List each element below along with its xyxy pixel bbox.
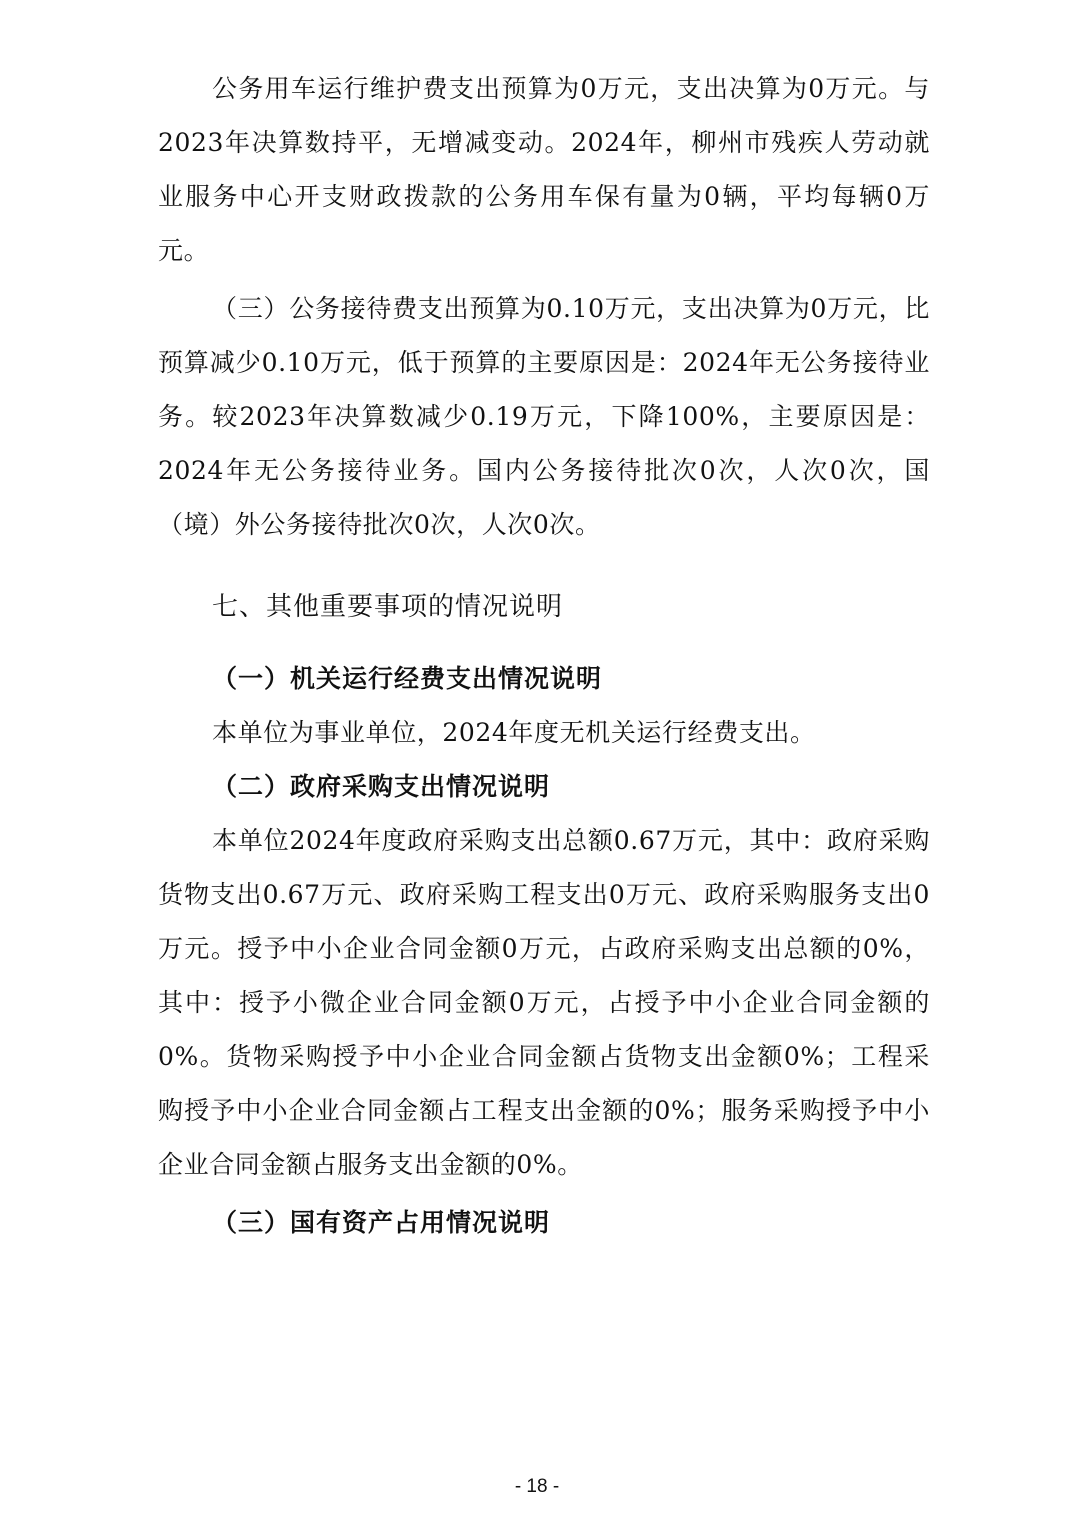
section-7-title: 七、其他重要事项的情况说明 xyxy=(212,592,564,622)
page-number: - 18 - xyxy=(514,1476,560,1497)
paragraph-reception-expense: （三）公务接待费支出预算为0.10万元，支出决算为0万元，比预算减少0.10万元，低于预算的主要原因是：2024年无公务接待业务。较2023年决算数减少0.19万元，下降100%，主要原因是：2024年无公务接待业务。国内公务接待批次0次，人次0次，国（境）外公务接待批次0次，人次0次。 xyxy=(158,294,930,539)
subsection-1-body: 本单位为事业单位，2024年度无机关运行经费支出。 xyxy=(212,718,816,747)
subsection-2-body: 本单位2024年度政府采购支出总额0.67万元，其中：政府采购货物支出0.67万元、政府采购工程支出0万元、政府采购服务支出0万元。授予中小企业合同金额0万元，占政府采购支出总额的0%，其中：授予小微企业合同金额0万元，占授予中小企业合同金额的0%。货物采购授予中小企业合同金额占货物支出金额0%；工程采购授予中小企业合同金额占工程支出金额的0%；服务采购授予中小企业合同金额占服务支出金额的0%。 xyxy=(158,826,930,1179)
subsection-3-title: （三）国有资产占用情况说明 xyxy=(212,1208,551,1237)
paragraph-vehicle-maintenance: 公务用车运行维护费支出预算为0万元，支出决算为0万元。与2023年决算数持平，无增减变动。2024年，柳州市残疾人劳动就业服务中心开支财政拨款的公务用车保有量为0辆，平均每辆0万元。 xyxy=(158,74,930,265)
subsection-1-title: （一）机关运行经费支出情况说明 xyxy=(212,664,603,693)
document-page xyxy=(158,62,930,1250)
subsection-2-title: （二）政府采购支出情况说明 xyxy=(212,772,551,801)
